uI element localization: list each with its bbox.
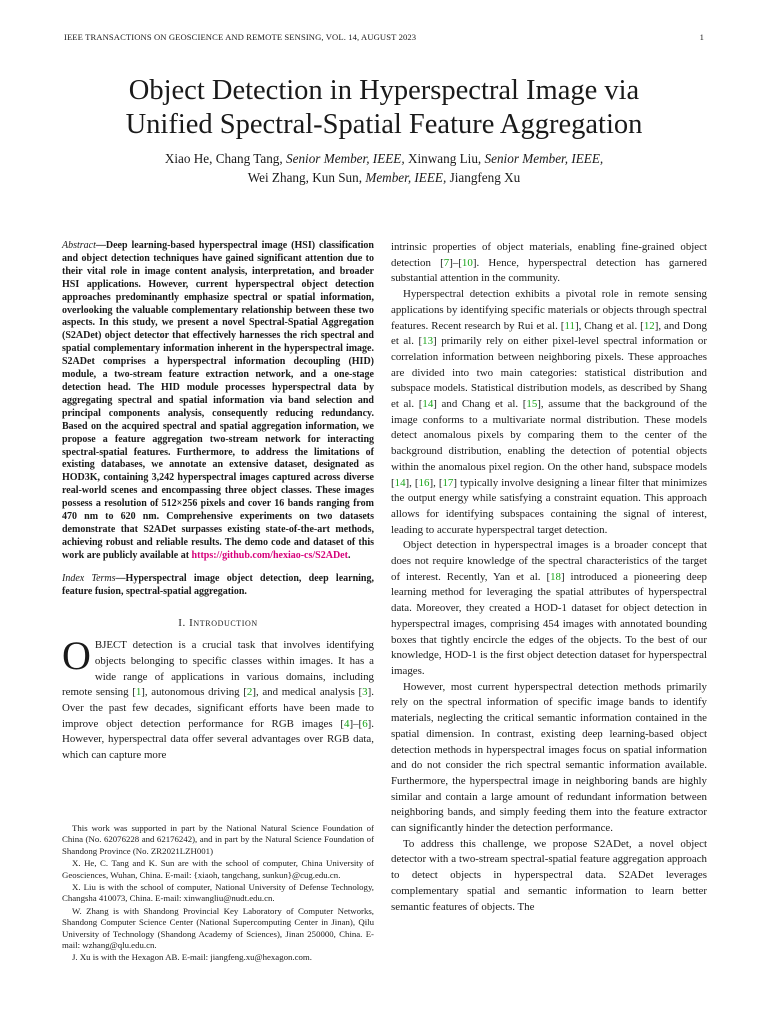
index-terms-label: Index Terms: [62, 572, 116, 584]
citation-link[interactable]: 14: [394, 476, 406, 489]
citation-link[interactable]: 16: [418, 476, 430, 489]
citation-link[interactable]: 1: [135, 686, 142, 699]
intro-text-3: ], and medical analysis [: [252, 686, 363, 699]
citation-link[interactable]: 6: [362, 717, 368, 730]
body-text: ], assume that the background of the image conforms to a multivariate normal distribution. These models detect anomalous pixels by comparing them to the center of the background distribution, enabling the detection of potential objects within the anomalous pixel region. On the other hand, subspace models [: [391, 398, 708, 489]
body-paragraph: However, most current hyperspectral detection methods primarily rely on the spectral information of specific image bands to identify materials, neglecting the critical semantic information contained in the spatial dimension. In contrast, existing deep learning-based object detection methods in hyperspectral images focus on spatial information and do not consider the rich spectral semantic information available. Furthermore, the hyperspectral image in neighboring bands are highly similar and contain a large amount of redundant information between neighboring bands, and simply feeding them into the feature extractor can significantly hinder the detection performance.: [391, 680, 707, 835]
body-text: Object detection in hyperspectral images is a broader concept that does not require knowledge of the spectral characteristics of the target of interest. Recently, Yan et al. [: [391, 539, 707, 583]
author-role-2: Senior Member, IEEE,: [484, 151, 604, 166]
citation-link[interactable]: 13: [422, 335, 434, 348]
drop-cap: O: [62, 633, 91, 679]
footnotes: [62, 823, 374, 965]
index-terms-text: —Hyperspectral image object detection, deep learning, feature fusion, spectral-spatial aggregation.: [62, 572, 374, 597]
citation-link[interactable]: 4: [344, 717, 350, 730]
body-paragraph: To address this challenge, we propose S2ADet, a novel object detector with a two-stream spectral-spatial feature aggregation approach to detect objects in hyperspectral data. S2ADet leverages complementary spatial and semantic information to learn better semantic features of objects. The: [391, 837, 707, 913]
citation-link[interactable]: 7: [443, 256, 450, 269]
footnote-affiliation: X. He, C. Tang and K. Sun are with the school of computer, China University of Geosciences, Wuhan, China. E-mail: {xiaoh, tangchang, sunkun}@cug.edu.cn.: [62, 858, 374, 880]
intro-paragraph: [62, 633, 374, 764]
section-title: Introduction: [189, 617, 258, 630]
body-paragraph: [391, 538, 707, 679]
citation-link[interactable]: 14: [422, 398, 434, 411]
body-paragraph: [391, 240, 707, 287]
index-terms: [62, 573, 374, 599]
abstract-end: .: [347, 549, 351, 561]
body-text: ] primarily rely on either pixel-level spectral information or correlation information between neighboring pixels. These approaches are divided into two main categories: statistical distribution and subspace models. Statistical distribution models, as described by Shang et al. [: [391, 335, 707, 411]
body-text: ], [: [429, 476, 443, 489]
body-paragraph: [391, 287, 707, 538]
citation-link[interactable]: 17: [442, 476, 454, 489]
body-text: ]. Hence, hyperspectral detection has garnered substantial attention in the community.: [391, 256, 707, 285]
author-group-3: Wei Zhang, Kun Sun,: [247, 169, 363, 185]
intro-text-2: ], autonomous driving [: [141, 686, 247, 699]
body-text: ], and Dong et al. [: [391, 319, 707, 348]
citation-link[interactable]: 3: [362, 686, 368, 699]
title-line-2: Unified Spectral-Spatial Feature Aggregation: [125, 108, 643, 140]
body-text: ] introduced a pioneering deep learning method for leveraging the spatial attributes of hyperspectral data. Moreover, they created a HOD-1 dataset for object detection in hyperspectral images, comprising 454 images with annotated bounding boxes that tightly encircle the edges of the objects. To the best of our knowledge, HOD-1 is the first object detection dataset for hyperspectral images.: [391, 570, 707, 677]
code-link[interactable]: https://github.com/hexiao-cs/S2ADet: [191, 549, 348, 561]
body-text: intrinsic properties of object materials, enabling fine-grained object detection [: [391, 241, 707, 269]
footnote-affiliation: J. Xu is with the Hexagon AB. E-mail: jiangfeng.xu@hexagon.com.: [72, 952, 312, 963]
author-group-2: Xinwang Liu,: [407, 151, 482, 166]
footnote-affiliation: X. Liu is with the school of computer, National University of Defense Technology, Changsha 410073, China. E-mail: xinwangliu@nudt.edu.cn.: [62, 882, 374, 904]
page-number: 1: [699, 32, 704, 42]
intro-text-5: ]–[: [349, 717, 363, 730]
citation-link[interactable]: 18: [550, 570, 561, 583]
citation-link[interactable]: 2: [246, 686, 253, 699]
title-line-1: Object Detection in Hyperspectral Image via: [128, 75, 640, 106]
intro-text-1: BJECT detection is a crucial task that involves identifying objects belonging to specific classes within images. It has a wide range of applications in various domains, including remote sensing [: [62, 639, 374, 699]
journal-name: IEEE TRANSACTIONS ON GEOSCIENCE AND REMOTE SENSING, VOL. 14, AUGUST 2023: [64, 32, 417, 42]
citation-link[interactable]: 10: [461, 256, 473, 269]
footnote-affiliation: W. Zhang is with Shandong Provincial Key Laboratory of Computer Networks, Shandong Computer Science Center (National Supercomputing Center in Jinan), Qilu University of Technology (Shandong Academy of Sciences), Jinan 250000, China. E-mail: wzhang@qlu.edu.cn.: [62, 905, 374, 951]
body-text: Hyperspectral detection exhibits a pivotal role in remote sensing applications by identifying specific materials or objects through spectral features. Recent research by Rui et al. [: [391, 288, 707, 332]
author-role-3: Member, IEEE,: [365, 169, 447, 185]
body-text: ] typically involve designing a linear filter that minimizes the output energy while satisfying a constraint equation. This approach allows for identifying subspaces containing the signal of interest, leading to accurate hyperspectral target detection.: [391, 476, 707, 536]
intro-text-6: ]. However, hyperspectral data offer several advantages over RGB data, which can capture more: [62, 717, 374, 762]
abstract-label: Abstract: [62, 240, 96, 251]
running-header: [64, 32, 704, 42]
author-group-1: Xiao He, Chang Tang,: [164, 151, 283, 166]
section-numeral: I.: [178, 617, 186, 630]
body-text: ]–[: [449, 256, 462, 269]
author-role-1: Senior Member, IEEE,: [286, 151, 405, 166]
citation-link[interactable]: 11: [564, 319, 575, 332]
right-column: [391, 240, 707, 915]
citation-link[interactable]: 15: [526, 398, 538, 411]
body-text: ], Chang et al. [: [574, 319, 644, 332]
author-list: [40, 150, 728, 187]
author-group-4: Jiangfeng Xu: [449, 169, 521, 185]
body-text: ], [: [405, 476, 419, 489]
paper-title: [40, 74, 728, 141]
footnote-funding: This work was supported in part by the National Natural Science Foundation of China (No. 62076228 and 62176242), and in part by the Natural Science Foundation of Shandong Province (No. ZR2021LZH001): [62, 823, 374, 856]
left-column: [62, 240, 374, 764]
intro-text-4: ]. Over the past few decades, significant efforts have been made to improve object detection performance for RGB images [: [62, 686, 374, 730]
abstract: [62, 240, 374, 563]
citation-link[interactable]: 12: [643, 319, 655, 332]
section-heading-introduction: [62, 616, 374, 632]
abstract-text: —Deep learning-based hyperspectral image (HSI) classification and object detection techniques have gained significant attention due to their vital role in image content analysis, interpretation, and broader HSI applications. However, current hyperspectral object detection approaches predominantly emphasize spectral or spatial information, overlooking the valuable complementary relationship between these two aspects. In this study, we present a novel Spectral-Spatial Aggregation (S2ADet) object detector that effectively harnesses the rich spectral and spatial complementary information inherent in the hyperspectral image. S2ADet comprises a hyperspectral information decoupling (HID) module, a two-stream feature extraction network, and a one-stage detection head. The HID module processes hyperspectral data by aggregating spectral and spatial information via band selection and principal components analysis, consequently reducing redundancy. Based on the acquired spectral and spatial aggregation information, we propose a feature aggregation two-stream network for interacting spectral-spatial features. Furthermore, to address the limitations of existing databases, we annotate an extensive dataset, designated as HOD3K, containing 3,242 hyperspectral images captured across diverse real-world scenes and encompassing three object classes. These images possess a resolution of 512×256 pixels and cover 16 bands ranging from 470 nm to 620 nm. Comprehensive experiments on two datasets demonstrate that S2ADet surpasses existing state-of-the-art methods, achieving robust and reliable results. The demo code and dataset of this work are publicly available at: [62, 240, 374, 561]
body-text: ] and Chang et al. [: [433, 398, 527, 411]
